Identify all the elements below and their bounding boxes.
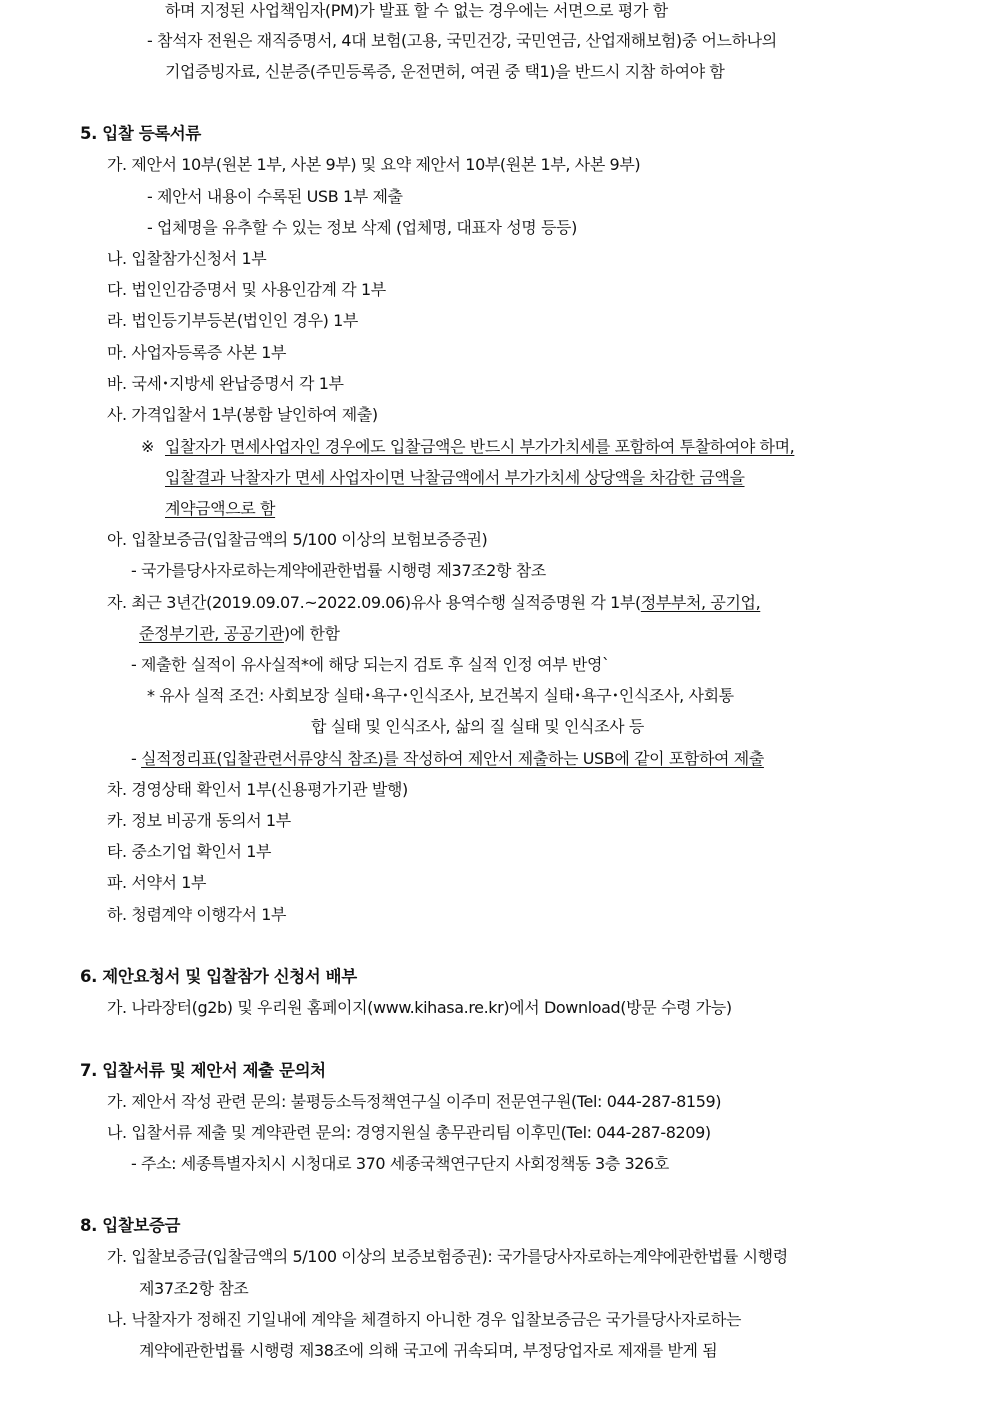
underlined-text: 실적정리표(입찰관련서류양식 참조)를 작성하여 제안서 제출하는 USB에 같이 포함하여 제출 — [141, 749, 764, 768]
list-subitem: - 제안서 내용이 수록된 USB 1부 제출 — [147, 187, 403, 206]
list-item: 차. 경영상태 확인서 1부(신용평가기관 발행) — [107, 780, 408, 799]
list-item: 다. 법인인감증명서 및 사용인감계 각 1부 — [107, 280, 386, 299]
list-item-continuation: 제37조2항 참조 — [139, 1279, 249, 1298]
list-subitem: - 국가를당사자로하는계약에관한법률 시행령 제37조2항 참조 — [131, 561, 546, 580]
list-item: 가. 나라장터(g2b) 및 우리원 홈페이지(www.kihasa.re.kr)에서 Download(방문 수령 가능) — [107, 998, 732, 1017]
list-item: 나. 입찰서류 제출 및 계약관련 문의: 경영지원실 총무관리팀 이후민(Tel: 044-287-8209) — [107, 1123, 711, 1142]
list-subitem: - 제출한 실적이 유사실적*에 해당 되는지 검토 후 실적 인정 여부 반영` — [131, 655, 610, 674]
list-item: 가. 제안서 작성 관련 문의: 불평등소득정책연구실 이주미 전문연구원(Tel: 044-287-8159) — [107, 1092, 722, 1111]
text-line: - 참석자 전원은 재직증명서, 4대 보험(고용, 국민건강, 국민연금, 산업재해보험)중 어느하나의 — [147, 31, 777, 50]
note-text: 계약금액으로 함 — [165, 499, 276, 518]
section-8-heading: 8. 입찰보증금 — [80, 1216, 180, 1235]
list-item: 파. 서약서 1부 — [107, 873, 207, 892]
list-item: 아. 입찰보증금(입찰금액의 5/100 이상의 보험보증증권) — [107, 530, 488, 549]
section-5-heading: 5. 입찰 등록서류 — [80, 124, 201, 143]
list-item: 나. 낙찰자가 정해진 기일내에 계약을 체결하지 아니한 경우 입찰보증금은 국가를당사자로하는 — [107, 1310, 742, 1329]
list-subitem: - 업체명을 유추할 수 있는 정보 삭제 (업체명, 대표자 성명 등등) — [147, 218, 577, 237]
list-item-continuation: 계약에관한법률 시행령 제38조에 의해 국고에 귀속되며, 부정당업자로 제재를 받게 됨 — [139, 1341, 718, 1360]
underlined-text: 준정부기관, 공공기관 — [139, 624, 284, 643]
footnote-text: * 유사 실적 조건: 사회보장 실태･욕구･인식조사, 보건복지 실태･욕구･인식조사, 사회통 — [147, 686, 734, 705]
note-text: 입찰결과 낙찰자가 면세 사업자이면 낙찰금액에서 부가가치세 상당액을 차감한 금액을 — [165, 468, 745, 487]
footnote-text: 합 실태 및 인식조사, 삶의 질 실태 및 인식조사 등 — [311, 717, 644, 736]
list-item: 나. 입찰참가신청서 1부 — [107, 249, 267, 268]
list-item: 가. 입찰보증금(입찰금액의 5/100 이상의 보증보험증권): 국가를당사자로하는계약에관한법률 시행령 — [107, 1247, 788, 1266]
list-item: 카. 정보 비공개 동의서 1부 — [107, 811, 291, 830]
list-item: 마. 사업자등록증 사본 1부 — [107, 343, 287, 362]
list-subitem: - 실적정리표(입찰관련서류양식 참조)를 작성하여 제안서 제출하는 USB에 같이 포함하여 제출 — [131, 749, 764, 768]
address-line: - 주소: 세종특별자치시 시청대로 370 세종국책연구단지 사회정책동 3층 326호 — [131, 1154, 669, 1173]
list-item: 사. 가격입찰서 1부(봉함 날인하여 제출) — [107, 405, 378, 424]
list-item-continuation — [139, 623, 340, 645]
list-item-text: )에 한함 — [283, 624, 340, 643]
list-item: 라. 법인등기부등본(법인인 경우) 1부 — [107, 311, 358, 330]
underlined-text: 정부부처, 공기업, — [640, 593, 761, 612]
list-item: 가. 제안서 10부(원본 1부, 사본 9부) 및 요약 제안서 10부(원본 1부, 사본 9부) — [107, 155, 641, 174]
section-6-heading: 6. 제안요청서 및 입찰참가 신청서 배부 — [80, 967, 357, 986]
list-item — [107, 592, 760, 614]
text-line: 기업증빙자료, 신분증(주민등록증, 운전면허, 여권 중 택1)을 반드시 지참 하여야 함 — [165, 62, 725, 81]
list-item-text: 자. 최근 3년간(2019.09.07.~2022.09.06)유사 용역수행 실적증명원 각 1부( — [107, 593, 641, 612]
section-7-heading: 7. 입찰서류 및 제안서 제출 문의처 — [80, 1061, 326, 1080]
text-line: 하며 지정된 사업책임자(PM)가 발표 할 수 없는 경우에는 서면으로 평가 함 — [165, 1, 668, 20]
list-item: 하. 청렴계약 이행각서 1부 — [107, 905, 287, 924]
list-item: 바. 국세･지방세 완납증명서 각 1부 — [107, 374, 344, 393]
reference-mark: ※ — [141, 437, 155, 456]
note-text: 입찰자가 면세사업자인 경우에도 입찰금액은 반드시 부가가치세를 포함하여 투찰하여야 하며, — [165, 437, 795, 456]
list-item: 타. 중소기업 확인서 1부 — [107, 842, 272, 861]
